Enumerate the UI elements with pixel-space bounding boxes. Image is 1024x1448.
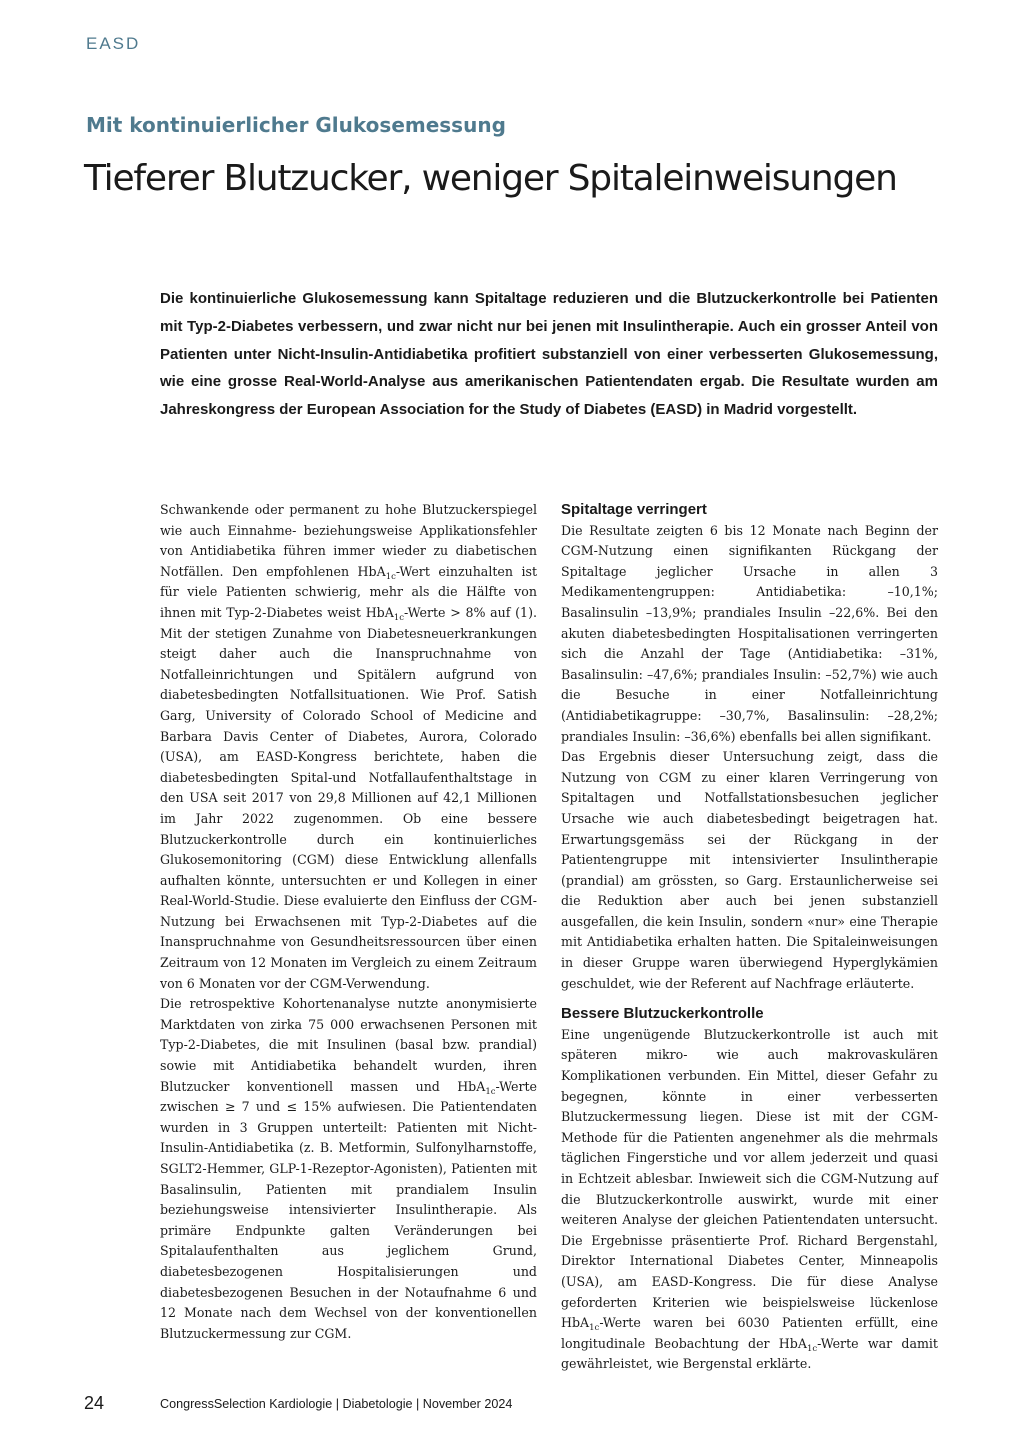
article-title: Tieferer Blutzucker, weniger Spitaleinweisungen <box>84 158 897 199</box>
section-heading: Spitaltage verringert <box>561 501 707 518</box>
section-tag: EASD <box>86 34 141 53</box>
article-kicker: Mit kontinuierlicher Glukosemessung <box>86 113 506 137</box>
left-column <box>160 500 537 1344</box>
body-paragraph: Schwankende oder permanent zu hohe Blutzuckerspiegel wie auch Einnahme- beziehungsweise Applikationsfehler von Antidiabetika führen immer wieder zu diabetischen Notfällen. Den empfohlenen HbA$_{1c}$-Wert einzuhalten ist für viele Patienten schwierig, mehr als die Hälfte von ihnen mit Typ-2-Diabetes weist HbA$_{1c}$-Werte > 8% auf (1). Mit der stetigen Zunahme von Diabetesneuerkrankungen steigt daher auch die Inanspruchnahme von Notfalleinrichtungen und Spitälern aufgrund von diabetesbedingten Notfallsituationen. Wie Prof. Satish Garg, University of Colorado School of Medicine and Barbara Davis Center of Diabetes, Aurora, Colorado (USA), am EASD-Kongress berichtete, haben die diabetesbedingten Spital-und Notfallaufenthaltstage in den USA seit 2017 von 29,8 Millionen auf 42,1 Millionen im Jahr 2022 zugenommen. Ob eine bessere Blutzuckerkontrolle durch ein kontinuierliches Glukosemonitoring (CGM) diese Entwicklung allenfalls aufhalten könnte, untersuchten er und Kollegen in einer Real-World-Studie. Diese evaluierte den Einfluss der CGM-Nutzung bei Erwachsenen mit Typ-2-Diabetes auf die Inanspruchnahme von Gesundheitsressourcen über einen Zeitraum von 12 Monaten im Vergleich zu einem Zeitraum von 6 Monaten vor der CGM-Verwendung. <box>160 502 538 991</box>
right-column <box>561 500 938 1375</box>
footer-publication: CongressSelection Kardiologie | Diabetologie | November 2024 <box>160 1397 513 1411</box>
section-heading: Bessere Blutzuckerkontrolle <box>561 1005 764 1023</box>
body-paragraph: Das Ergebnis dieser Untersuchung zeigt, dass die Nutzung von CGM zu einer klaren Verringerung von Spitaltagen und Notfallstationsbesuchen jeglicher Ursache wie auch diabetesbedingt beigetragen hat. Erwartungsgemäss sei der Rückgang in der Patientengruppe mit intensivierter Insulintherapie (prandial) am grössten, so Garg. Erstaunlicherweise sei die Reduktion aber auch bei jenen substanziell ausgefallen, die kein Insulin, sondern «nur» eine Therapie mit Antidiabetika erhalten hatten. Die Spitaleinweisungen in dieser Gruppe waren überwiegend Hyperglykämien geschuldet, wie der Referent auf Nachfrage erläuterte. <box>561 749 938 991</box>
page-number: 24 <box>84 1393 105 1413</box>
article-lead: Die kontinuierliche Glukosemessung kann Spitaltage reduzieren und die Blutzuckerkontrolle bei Patienten mit Typ-2-Diabetes verbessern, und zwar nicht nur bei jenen mit Insulintherapie. Auch ein grosser Anteil von Patienten unter Nicht-Insulin-Antidiabetika profitiert substanziell von einer verbesserten Glukosemessung, wie eine grosse Real-World-Analyse aus amerikanischen Patientendaten ergab. Die Resultate wurden am Jahreskongress der European Association for the Study of Diabetes (EASD) in Madrid vorgestellt. <box>160 290 938 419</box>
body-paragraph: Eine ungenügende Blutzuckerkontrolle ist auch mit späteren mikro- wie auch makrovaskulären Komplikationen verbunden. Ein Mittel, dieser Gefahr zu begegnen, könnte in einer verbesserten Blutzuckermessung liegen. Diese ist mit der CGM-Methode für die Patienten angenehmer als die mehrmals täglichen Fingerstiche und vor allem jederzeit und quasi in Echtzeit ablesbar. Inwieweit sich die CGM-Nutzung auf die Blutzuckerkontrolle auswirkt, wurde mit einer weiteren Analyse der gleichen Patientendaten untersucht. Die Ergebnisse präsentierte Prof. Richard Bergenstahl, Direktor International Diabetes Center, Minneapolis (USA), am EASD-Kongress. Die für diese Analyse geforderten Kriterien wie beispielsweise lückenlose HbA$_{1c}$-Werte waren bei 6030 Patienten erfüllt, eine longitudinale Beobachtung der HbA$_{1c}$-Werte war damit gewährleistet, wie Bergenstal erklärte. <box>561 1026 938 1372</box>
body-paragraph: Die Resultate zeigten 6 bis 12 Monate nach Beginn der CGM-Nutzung einen signifikanten Rückgang der Spitaltage jeglicher Ursache in allen 3 Medikamentengruppen: Antidiabetika: –10,1%; Basalinsulin –13,9%; prandiales Insulin –22,6%. Bei den akuten diabetesbedingten Hospitalisationen verringerten sich die Anzahl der Tage (Antidiabetika: –31%, Basalinsulin: –47,6%; prandiales Insulin: –52,7%) wie auch die Besuche in einer Notfalleinrichtung (Antidiabetikagruppe: –30,7%, Basalinsulin: –28,2%; prandiales Insulin: –36,6%) ebenfalls bei allen signifikant. <box>561 522 938 744</box>
body-paragraph: Die retrospektive Kohortenanalyse nutzte anonymisierte Marktdaten von zirka 75 000 erwachsenen Personen mit Typ-2-Diabetes, die mit Insulinen (basal bzw. prandial) sowie mit Antidiabetika behandelt wurden, ihren Blutzucker konventionell massen und HbA$_{1c}$-Werte zwischen ≥ 7 und ≤ 15% aufwiesen. Die Patientendaten wurden in 3 Gruppen unterteilt: Patienten mit Nicht-Insulin-Antidiabetika (z. B. Metformin, Sulfonylharnstoffe, SGLT2-Hemmer, GLP-1-Rezeptor-Agonisten), Patienten mit Basalinsulin, Patienten mit prandialem Insulin beziehungsweise intensivierter Insulintherapie. Als primäre Endpunkte galten Veränderungen bei Spitalaufenthalten aus jeglichem Grund, diabetesbezogenen Hospitalisierungen und diabetesbezogenen Besuchen in der Notaufnahme 6 und 12 Monate nach dem Wechsel von der konventionellen Blutzuckermessung zur CGM. <box>160 996 537 1341</box>
